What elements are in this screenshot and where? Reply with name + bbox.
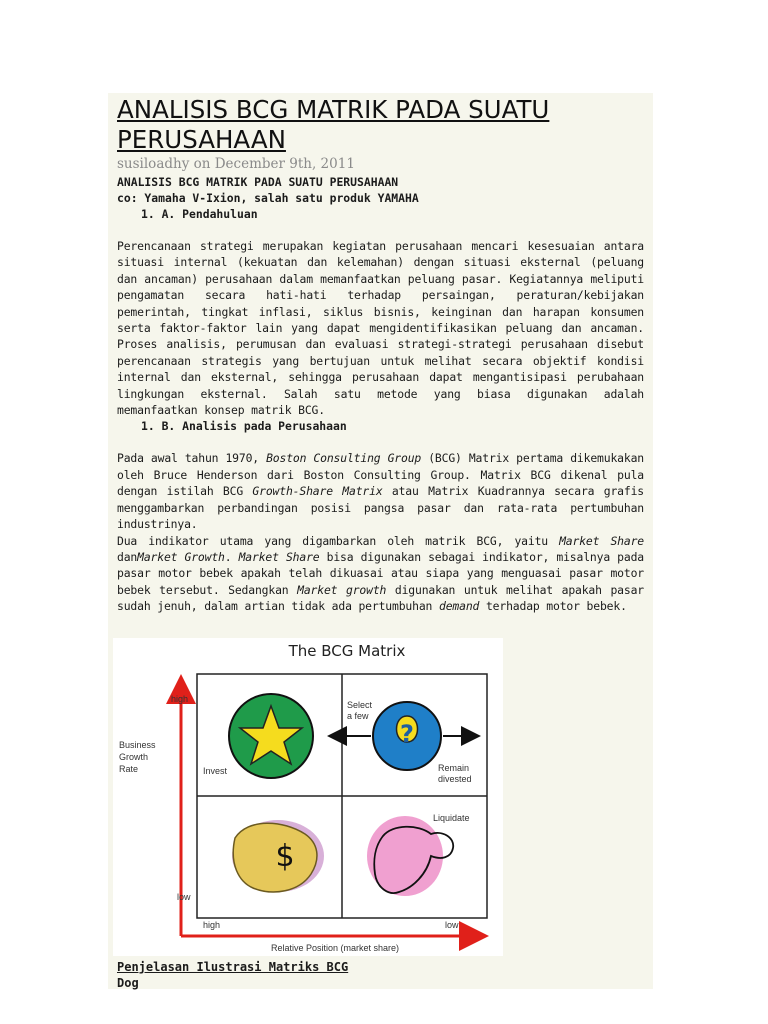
y-axis-label-line2: Growth [119, 752, 149, 762]
y-axis-label-line3: Rate [119, 764, 139, 774]
y-axis-label-line1: Business [119, 740, 156, 750]
article-title[interactable]: ANALISIS BCG MATRIK PADA SUATU PERUSAHAAN [117, 95, 550, 154]
select-label-line1: Select [347, 700, 373, 710]
emphasis-growth-share: Growth-Share Matrix [252, 484, 383, 499]
section-a-heading: 1. A. Pendahuluan [141, 207, 258, 221]
x-high-label: high [203, 920, 221, 930]
article-content [117, 93, 644, 615]
y-high-label: high [171, 694, 189, 704]
paragraph-bcg-history: Pada awal tahun 1970, Boston Consulting Group (BCG) Matrix pertama dikemukakan oleh Bruce Henderson dari Boston Consulting Group. Matrix BCG dikenal pula dengan istilah BCG Growth-Share Matrix atau Matrix Kuadrannya secara grafis menggambarkan perbandingan posisi pangsa pasar dan rata-rata pertumbuhan industrinya. [117, 451, 645, 532]
dog-heading: Dog [117, 976, 139, 990]
bcg-matrix-figure [113, 638, 503, 956]
figure-title: The BCG Matrix [288, 642, 406, 660]
paragraph-indicators: Dua indikator utama yang digambarkan oleh matrik BCG, yaitu Market Share danMarket Growth. Market Share bisa digunakan sebagai indikator, misalnya pada pasar motor bebek apakah telah dikuasai atau siapa yang menguasai pasar motor bebek tersebut. Sedangkan Market growth digunakan untuk melihat apakah pasar sudah jenuh, dalam artian tidak ada pertumbuhan demand terhadap motor bebek. [117, 533, 645, 614]
article-heading: ANALISIS BCG MATRIK PADA SUATU PERUSAHAAN [117, 175, 399, 189]
select-label-line2: a few [347, 711, 369, 721]
invest-label: Invest [203, 766, 228, 776]
remain-label-line2: divested [438, 774, 472, 784]
article-subheading: co: Yamaha V-Ixion, salah satu produk YAMAHA [117, 191, 419, 205]
paragraph-intro: Perencanaan strategi merupakan kegiatan perusahaan mencari kesesuaian antara situasi internal (kekuatan dan kelemahan) dengan situasi eksternal (peluang dan ancaman) perusahaan dalam memanfaatkan peluang pasar. Kegiatannya meliputi pengamatan secara hati-hati terhadap persaingan, peraturan/kebijakan pemerintah, tingkat inflasi, siklus bisnis, keinginan dan harapan konsumen serta faktor-faktor lain yang dapat mengidentifikasikan peluang dan ancaman. Proses analisis, perumusan dan evaluasi strategi-strategi perusahaan disebut perencanaan strategis yang bertujuan untuk melihat secara objektif kondisi internal dan eksternal, sehingga perusahaan dapat mengantisipasi perubahaan lingkungan eksternal. Salah satu metode yang biasa digunakan adalah memanfaatkan konsep matrik BCG. [117, 239, 644, 418]
question-mark-icon: ? [400, 720, 414, 748]
y-low-label: low [177, 892, 191, 902]
remain-label-line1: Remain [438, 763, 470, 773]
liquidate-label: Liquidate [433, 813, 470, 823]
section-b-heading: 1. B. Analisis pada Perusahaan [141, 419, 347, 434]
dollar-icon: $ [275, 839, 295, 874]
figure-caption-link[interactable]: Penjelasan Ilustrasi Matriks BCG [117, 960, 349, 974]
article-byline: susiloadhy on December 9th, 2011 [117, 156, 355, 172]
bcg-matrix-illustration [113, 638, 503, 956]
x-axis-label: Relative Position (market share) [270, 943, 400, 953]
emphasis-bcg: Boston Consulting Group [266, 451, 422, 466]
x-low-label: low [445, 920, 459, 930]
